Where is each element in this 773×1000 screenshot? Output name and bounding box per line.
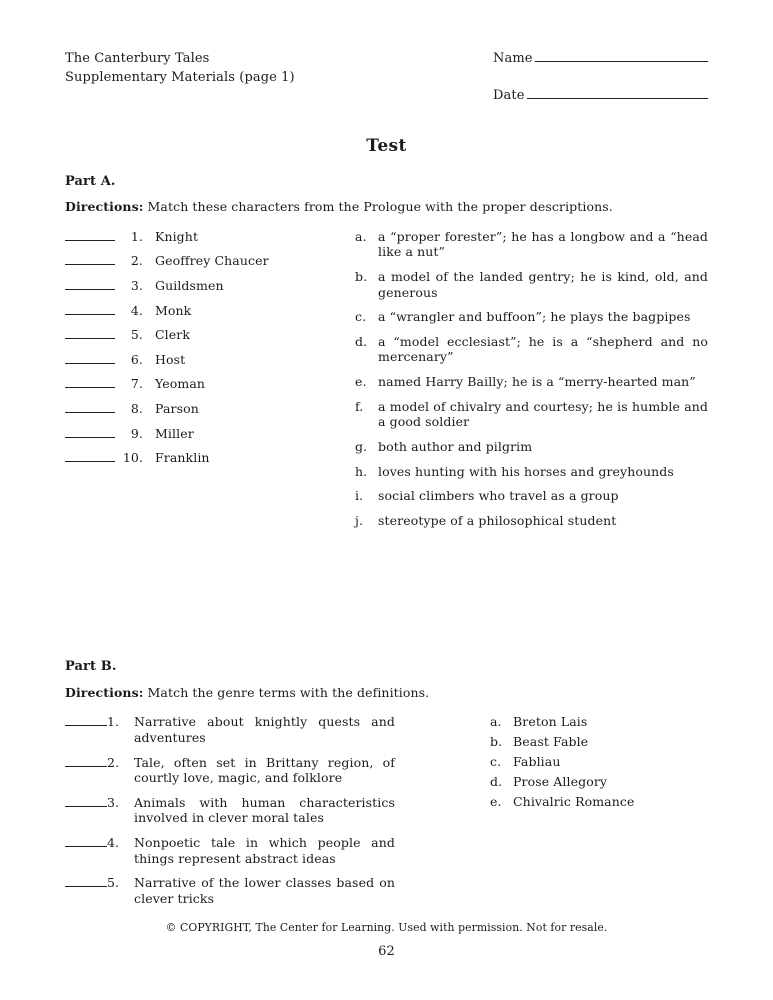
option-letter: a.	[355, 228, 367, 244]
item-number: 4.	[130, 302, 143, 318]
match-option-row	[490, 734, 708, 750]
option-letter: c.	[355, 309, 367, 325]
match-item-row	[65, 401, 345, 417]
match-item-row	[65, 875, 395, 906]
match-option-row	[355, 309, 708, 325]
match-option-row	[355, 399, 708, 430]
option-text: Chivalric Romance	[513, 793, 635, 809]
name-field	[493, 51, 708, 67]
match-item-row	[65, 278, 345, 294]
match-option-row	[355, 229, 708, 260]
answer-blank[interactable]	[65, 806, 107, 807]
item-number: 4.	[107, 835, 120, 850]
match-item-row	[65, 426, 345, 442]
option-text: stereotype of a philosophical student	[378, 512, 617, 528]
option-text: Breton Lais	[513, 714, 588, 730]
answer-blank[interactable]	[65, 725, 107, 726]
option-text: social climbers who travel as a group	[378, 488, 619, 504]
part-a-directions-label: Directions:	[65, 199, 144, 214]
item-label: Monk	[155, 302, 192, 318]
part-a-directions	[65, 199, 708, 215]
option-text: both author and pilgrim	[378, 438, 533, 454]
match-item-row	[65, 303, 345, 319]
name-label: Name	[493, 51, 533, 66]
match-option-row	[355, 488, 708, 504]
item-label: Yeoman	[155, 376, 206, 392]
match-item-row	[65, 450, 345, 466]
option-letter: d.	[490, 773, 503, 789]
item-label: Host	[155, 351, 186, 367]
match-item-row	[65, 229, 345, 245]
match-item-row	[65, 327, 345, 343]
option-text: a “model ecclesiast”; he is a “shepherd and no mercenary”	[378, 333, 708, 365]
option-text: Prose Allegory	[513, 773, 608, 789]
part-b-directions	[65, 685, 708, 701]
match-option-row	[355, 269, 708, 300]
option-letter: h.	[355, 463, 368, 479]
match-item-row	[65, 714, 395, 745]
answer-blank[interactable]	[65, 437, 115, 438]
part-a-options	[355, 229, 708, 538]
item-text: Tale, often set in Brittany region, of courtly love, magic, and folklore	[134, 754, 395, 786]
copyright-notice: © COPYRIGHT, The Center for Learning. Used with permission. Not for resale.	[165, 920, 608, 934]
item-label: Knight	[155, 228, 199, 244]
item-label: Clerk	[155, 327, 191, 343]
answer-blank[interactable]	[65, 886, 107, 887]
option-text: Beast Fable	[513, 734, 589, 750]
option-text: a “proper forester”; he has a longbow and a “head like a nut”	[378, 228, 708, 260]
name-blank[interactable]	[535, 61, 708, 62]
item-number: 8.	[130, 401, 143, 416]
name-date-block	[493, 50, 708, 126]
match-item-row	[65, 795, 395, 826]
option-text: Fabliau	[513, 753, 561, 769]
document-header	[65, 50, 708, 126]
item-text: Narrative about knightly quests and adventures	[134, 714, 395, 745]
item-number: 6.	[130, 351, 143, 367]
part-a-columns	[65, 229, 708, 538]
option-letter: b.	[490, 734, 503, 750]
answer-blank[interactable]	[65, 289, 115, 290]
part-b-directions-text: Match the genre terms with the definitions.	[147, 684, 430, 700]
answer-blank[interactable]	[65, 412, 115, 413]
part-b-heading: Part B.	[65, 659, 117, 675]
part-b-options	[490, 714, 708, 915]
item-number: 2.	[107, 754, 120, 770]
date-field	[493, 88, 708, 104]
item-label: Franklin	[155, 450, 210, 466]
option-letter: f.	[355, 398, 364, 414]
page-title: Test	[366, 135, 407, 156]
match-item-row	[65, 376, 345, 392]
item-number: 1.	[130, 228, 143, 244]
item-number: 7.	[130, 376, 143, 392]
item-number: 1.	[107, 714, 120, 730]
option-letter: a.	[490, 714, 502, 730]
item-text: Narrative of the lower classes based on clever tricks	[134, 875, 395, 906]
item-number: 3.	[130, 277, 143, 293]
option-letter: g.	[355, 438, 368, 454]
option-text: loves hunting with his horses and greyhounds	[378, 463, 674, 479]
item-label: Miller	[155, 425, 194, 441]
document-title: The Canterbury Tales	[65, 51, 210, 66]
answer-blank[interactable]	[65, 387, 115, 388]
item-number: 3.	[107, 794, 120, 810]
part-b-columns	[65, 714, 708, 915]
option-letter: c.	[490, 753, 502, 769]
match-option-row	[355, 439, 708, 455]
item-label: Geoffrey Chaucer	[155, 253, 269, 269]
part-a-directions-text: Match these characters from the Prologue with the proper descriptions.	[147, 199, 613, 214]
answer-blank[interactable]	[65, 363, 115, 364]
match-option-row	[490, 754, 708, 770]
item-number: 5.	[130, 327, 143, 343]
match-item-row	[65, 755, 395, 786]
item-text: Animals with human characteristics involved in clever moral tales	[134, 794, 395, 826]
option-letter: i.	[355, 488, 364, 504]
answer-blank[interactable]	[65, 264, 115, 265]
document-title-block	[65, 50, 295, 88]
match-option-row	[355, 374, 708, 390]
option-letter: d.	[355, 333, 368, 349]
document-subtitle: Supplementary Materials (page 1)	[65, 69, 295, 85]
option-letter: b.	[355, 268, 368, 284]
item-label: Parson	[155, 401, 199, 416]
answer-blank[interactable]	[65, 314, 115, 315]
match-option-row	[355, 464, 708, 480]
option-letter: e.	[355, 374, 367, 389]
match-option-row	[490, 714, 708, 730]
option-text: a “wrangler and buffoon”; he plays the bagpipes	[378, 309, 691, 325]
page-number: 62	[378, 943, 395, 959]
date-blank[interactable]	[527, 98, 709, 99]
option-text: a model of the landed gentry; he is kind, old, and generous	[378, 268, 708, 300]
part-a-heading: Part A.	[65, 173, 116, 189]
item-number: 2.	[130, 253, 143, 269]
option-letter: j.	[355, 512, 364, 528]
part-a-items	[65, 229, 345, 538]
date-label: Date	[493, 88, 525, 104]
match-item-row	[65, 835, 395, 866]
answer-blank[interactable]	[65, 766, 107, 767]
match-option-row	[490, 774, 708, 790]
option-text: named Harry Bailly; he is a “merry-hearted man”	[378, 374, 696, 389]
item-number: 5.	[107, 875, 120, 891]
part-b-items	[65, 714, 395, 915]
option-letter: e.	[490, 793, 502, 809]
answer-blank[interactable]	[65, 461, 115, 462]
answer-blank[interactable]	[65, 338, 115, 339]
item-number: 10.	[122, 450, 143, 466]
answer-blank[interactable]	[65, 846, 107, 847]
item-text: Nonpoetic tale in which people and things represent abstract ideas	[134, 835, 395, 866]
part-b-section	[65, 659, 708, 915]
match-option-row	[355, 334, 708, 365]
match-option-row	[355, 513, 708, 529]
match-option-row	[490, 794, 708, 810]
option-text: a model of chivalry and courtesy; he is humble and a good soldier	[378, 398, 708, 430]
match-item-row	[65, 253, 345, 269]
answer-blank[interactable]	[65, 240, 115, 241]
part-a-section	[65, 174, 708, 538]
match-item-row	[65, 352, 345, 368]
item-number: 9.	[130, 425, 143, 441]
part-b-directions-label: Directions:	[65, 684, 144, 700]
item-label: Guildsmen	[155, 277, 224, 293]
